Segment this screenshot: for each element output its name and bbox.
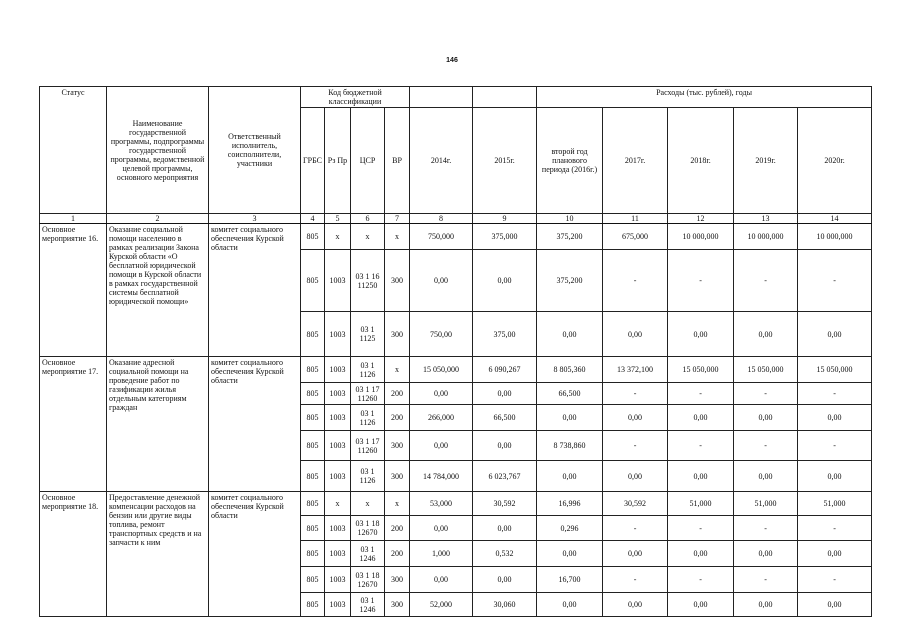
value-cell: 266,000: [410, 405, 473, 431]
vr-cell: 300: [385, 312, 410, 357]
value-cell: 0,00: [603, 541, 668, 567]
measure-name-cell: Предоставление денежной компенсации расходов на бензин или другие виды топлива, ремонт транспортных средств и на запчасти к ним: [107, 492, 209, 617]
value-cell: 30,592: [473, 492, 537, 516]
value-cell: -: [603, 516, 668, 541]
value-cell: 0,00: [410, 567, 473, 593]
value-cell: 51,000: [734, 492, 798, 516]
vr-cell: 300: [385, 431, 410, 461]
column-number: 1: [40, 214, 107, 224]
csr-cell: 03 1 17 11260: [351, 431, 385, 461]
rzpr-cell: 1003: [325, 541, 351, 567]
header-rzpr: Рз Пр: [325, 108, 351, 214]
value-cell: 0,532: [473, 541, 537, 567]
value-cell: 0,00: [537, 312, 603, 357]
measure-name-cell: Оказание социальной помощи населению в рамках реализации Закона Курской области «О бесплатной юридической помощи в Курской области в рамках государственной системы бесплатной юридической помощи»: [107, 224, 209, 357]
rzpr-cell: 1003: [325, 431, 351, 461]
vr-cell: 200: [385, 541, 410, 567]
vr-cell: 200: [385, 383, 410, 405]
column-number: 6: [351, 214, 385, 224]
csr-cell: 03 1 1126: [351, 405, 385, 431]
value-cell: -: [668, 567, 734, 593]
header-csr: ЦСР: [351, 108, 385, 214]
value-cell: 0,00: [668, 461, 734, 492]
column-number: 7: [385, 214, 410, 224]
value-cell: -: [798, 250, 872, 312]
csr-cell: 03 1 18 12670: [351, 516, 385, 541]
vr-cell: 200: [385, 405, 410, 431]
value-cell: -: [734, 431, 798, 461]
value-cell: 16,996: [537, 492, 603, 516]
value-cell: 0,296: [537, 516, 603, 541]
vr-cell: 300: [385, 593, 410, 617]
executor-cell: комитет социального обеспечения Курской области: [209, 357, 301, 492]
value-cell: 0,00: [603, 312, 668, 357]
grbs-cell: 805: [301, 461, 325, 492]
csr-cell: 03 1 16 11250: [351, 250, 385, 312]
value-cell: 6 023,767: [473, 461, 537, 492]
value-cell: 0,00: [798, 593, 872, 617]
header-budget-code: Код бюджетной классификации: [301, 87, 410, 108]
column-number: 2: [107, 214, 209, 224]
vr-cell: x: [385, 224, 410, 250]
page-number: 146: [446, 57, 458, 64]
value-cell: 375,200: [537, 224, 603, 250]
header-year-2016: второй год планового периода (2016г.): [537, 108, 603, 214]
value-cell: -: [798, 567, 872, 593]
value-cell: 0,00: [603, 593, 668, 617]
grbs-cell: 805: [301, 431, 325, 461]
column-number-row: [40, 214, 872, 224]
csr-cell: x: [351, 492, 385, 516]
value-cell: -: [603, 567, 668, 593]
value-cell: 375,000: [473, 224, 537, 250]
value-cell: 375,00: [473, 312, 537, 357]
value-cell: 30,060: [473, 593, 537, 617]
value-cell: -: [798, 516, 872, 541]
value-cell: 13 372,100: [603, 357, 668, 383]
table-row: [40, 357, 872, 383]
value-cell: 51,000: [798, 492, 872, 516]
value-cell: 375,200: [537, 250, 603, 312]
value-cell: -: [734, 567, 798, 593]
value-cell: -: [734, 516, 798, 541]
value-cell: 0,00: [734, 541, 798, 567]
header-year-2014: 2014г.: [410, 108, 473, 214]
value-cell: 14 784,000: [410, 461, 473, 492]
column-number: 8: [410, 214, 473, 224]
value-cell: 51,000: [668, 492, 734, 516]
value-cell: 0,00: [473, 250, 537, 312]
value-cell: 10 000,000: [668, 224, 734, 250]
vr-cell: 300: [385, 461, 410, 492]
executor-cell: комитет социального обеспечения Курской области: [209, 224, 301, 357]
rzpr-cell: 1003: [325, 250, 351, 312]
column-number: 11: [603, 214, 668, 224]
value-cell: 0,00: [734, 312, 798, 357]
value-cell: 66,500: [473, 405, 537, 431]
value-cell: 0,00: [668, 312, 734, 357]
table-row: [40, 224, 872, 250]
value-cell: -: [668, 383, 734, 405]
column-number: 4: [301, 214, 325, 224]
grbs-cell: 805: [301, 593, 325, 617]
value-cell: 0,00: [734, 593, 798, 617]
value-cell: -: [603, 431, 668, 461]
value-cell: 6 090,267: [473, 357, 537, 383]
budget-table: [39, 86, 872, 617]
value-cell: 0,00: [798, 312, 872, 357]
value-cell: 8 805,360: [537, 357, 603, 383]
header-expenses: Расходы (тыс. рублей), годы: [537, 87, 872, 108]
rzpr-cell: x: [325, 492, 351, 516]
csr-cell: 03 1 1125: [351, 312, 385, 357]
csr-cell: 03 1 18 12670: [351, 567, 385, 593]
csr-cell: x: [351, 224, 385, 250]
value-cell: 52,000: [410, 593, 473, 617]
column-number: 5: [325, 214, 351, 224]
value-cell: 0,00: [798, 461, 872, 492]
header-vr: ВР: [385, 108, 410, 214]
value-cell: -: [668, 431, 734, 461]
value-cell: 675,000: [603, 224, 668, 250]
value-cell: 0,00: [410, 516, 473, 541]
grbs-cell: 805: [301, 250, 325, 312]
value-cell: 0,00: [537, 593, 603, 617]
value-cell: 0,00: [798, 405, 872, 431]
value-cell: 0,00: [734, 405, 798, 431]
header-year-2017: 2017г.: [603, 108, 668, 214]
header-year-2018: 2018г.: [668, 108, 734, 214]
value-cell: 0,00: [410, 383, 473, 405]
value-cell: 0,00: [473, 383, 537, 405]
column-number: 10: [537, 214, 603, 224]
grbs-cell: 805: [301, 224, 325, 250]
value-cell: 750,00: [410, 312, 473, 357]
header-year-2020: 2020г.: [798, 108, 872, 214]
value-cell: 10 000,000: [734, 224, 798, 250]
grbs-cell: 805: [301, 516, 325, 541]
value-cell: -: [603, 250, 668, 312]
rzpr-cell: 1003: [325, 461, 351, 492]
value-cell: 0,00: [410, 250, 473, 312]
value-cell: 0,00: [537, 405, 603, 431]
header-grbs: ГРБС: [301, 108, 325, 214]
value-cell: 0,00: [603, 461, 668, 492]
vr-cell: x: [385, 492, 410, 516]
value-cell: 0,00: [603, 405, 668, 431]
value-cell: 15 050,000: [410, 357, 473, 383]
value-cell: -: [734, 383, 798, 405]
value-cell: 0,00: [734, 461, 798, 492]
grbs-cell: 805: [301, 541, 325, 567]
value-cell: 0,00: [668, 405, 734, 431]
vr-cell: 300: [385, 250, 410, 312]
value-cell: 0,00: [668, 593, 734, 617]
vr-cell: x: [385, 357, 410, 383]
measure-name-cell: Оказание адресной социальной помощи на проведение работ по газификации жилья отдельным категориям граждан: [107, 357, 209, 492]
grbs-cell: 805: [301, 567, 325, 593]
value-cell: 1,000: [410, 541, 473, 567]
grbs-cell: 805: [301, 405, 325, 431]
column-number: 9: [473, 214, 537, 224]
value-cell: 750,000: [410, 224, 473, 250]
value-cell: -: [734, 250, 798, 312]
value-cell: 0,00: [537, 461, 603, 492]
value-cell: 10 000,000: [798, 224, 872, 250]
value-cell: 0,00: [798, 541, 872, 567]
grbs-cell: 805: [301, 357, 325, 383]
value-cell: 53,000: [410, 492, 473, 516]
value-cell: 0,00: [473, 516, 537, 541]
header-blank-1: [410, 87, 473, 108]
rzpr-cell: 1003: [325, 593, 351, 617]
table-row: [40, 492, 872, 516]
value-cell: -: [603, 383, 668, 405]
rzpr-cell: 1003: [325, 312, 351, 357]
csr-cell: 03 1 1246: [351, 541, 385, 567]
value-cell: -: [668, 250, 734, 312]
value-cell: -: [798, 431, 872, 461]
csr-cell: 03 1 1126: [351, 357, 385, 383]
rzpr-cell: x: [325, 224, 351, 250]
header-executor: Ответственный исполнитель, соисполнители, участники: [209, 87, 301, 214]
rzpr-cell: 1003: [325, 357, 351, 383]
value-cell: 0,00: [537, 541, 603, 567]
csr-cell: 03 1 1246: [351, 593, 385, 617]
value-cell: 0,00: [473, 567, 537, 593]
grbs-cell: 805: [301, 383, 325, 405]
grbs-cell: 805: [301, 492, 325, 516]
value-cell: 15 050,000: [734, 357, 798, 383]
status-cell: Основное мероприятие 18.: [40, 492, 107, 617]
value-cell: 15 050,000: [798, 357, 872, 383]
header-status: Статус: [40, 87, 107, 214]
rzpr-cell: 1003: [325, 383, 351, 405]
column-number: 13: [734, 214, 798, 224]
value-cell: 0,00: [668, 541, 734, 567]
executor-cell: комитет социального обеспечения Курской области: [209, 492, 301, 617]
vr-cell: 300: [385, 567, 410, 593]
status-cell: Основное мероприятие 17.: [40, 357, 107, 492]
csr-cell: 03 1 17 11260: [351, 383, 385, 405]
value-cell: -: [668, 516, 734, 541]
rzpr-cell: 1003: [325, 405, 351, 431]
column-number: 3: [209, 214, 301, 224]
rzpr-cell: 1003: [325, 516, 351, 541]
value-cell: 15 050,000: [668, 357, 734, 383]
grbs-cell: 805: [301, 312, 325, 357]
value-cell: 30,592: [603, 492, 668, 516]
vr-cell: 200: [385, 516, 410, 541]
rzpr-cell: 1003: [325, 567, 351, 593]
value-cell: 0,00: [473, 431, 537, 461]
header-blank-2: [473, 87, 537, 108]
csr-cell: 03 1 1126: [351, 461, 385, 492]
value-cell: 66,500: [537, 383, 603, 405]
value-cell: -: [798, 383, 872, 405]
value-cell: 16,700: [537, 567, 603, 593]
value-cell: 8 738,860: [537, 431, 603, 461]
status-cell: Основное мероприятие 16.: [40, 224, 107, 357]
header-name: Наименование государственной программы, подпрограммы государственной программы, ведомственной целевой программы, основного мероприятия: [107, 87, 209, 214]
column-number: 12: [668, 214, 734, 224]
header-year-2019: 2019г.: [734, 108, 798, 214]
value-cell: 0,00: [410, 431, 473, 461]
header-year-2015: 2015г.: [473, 108, 537, 214]
column-number: 14: [798, 214, 872, 224]
